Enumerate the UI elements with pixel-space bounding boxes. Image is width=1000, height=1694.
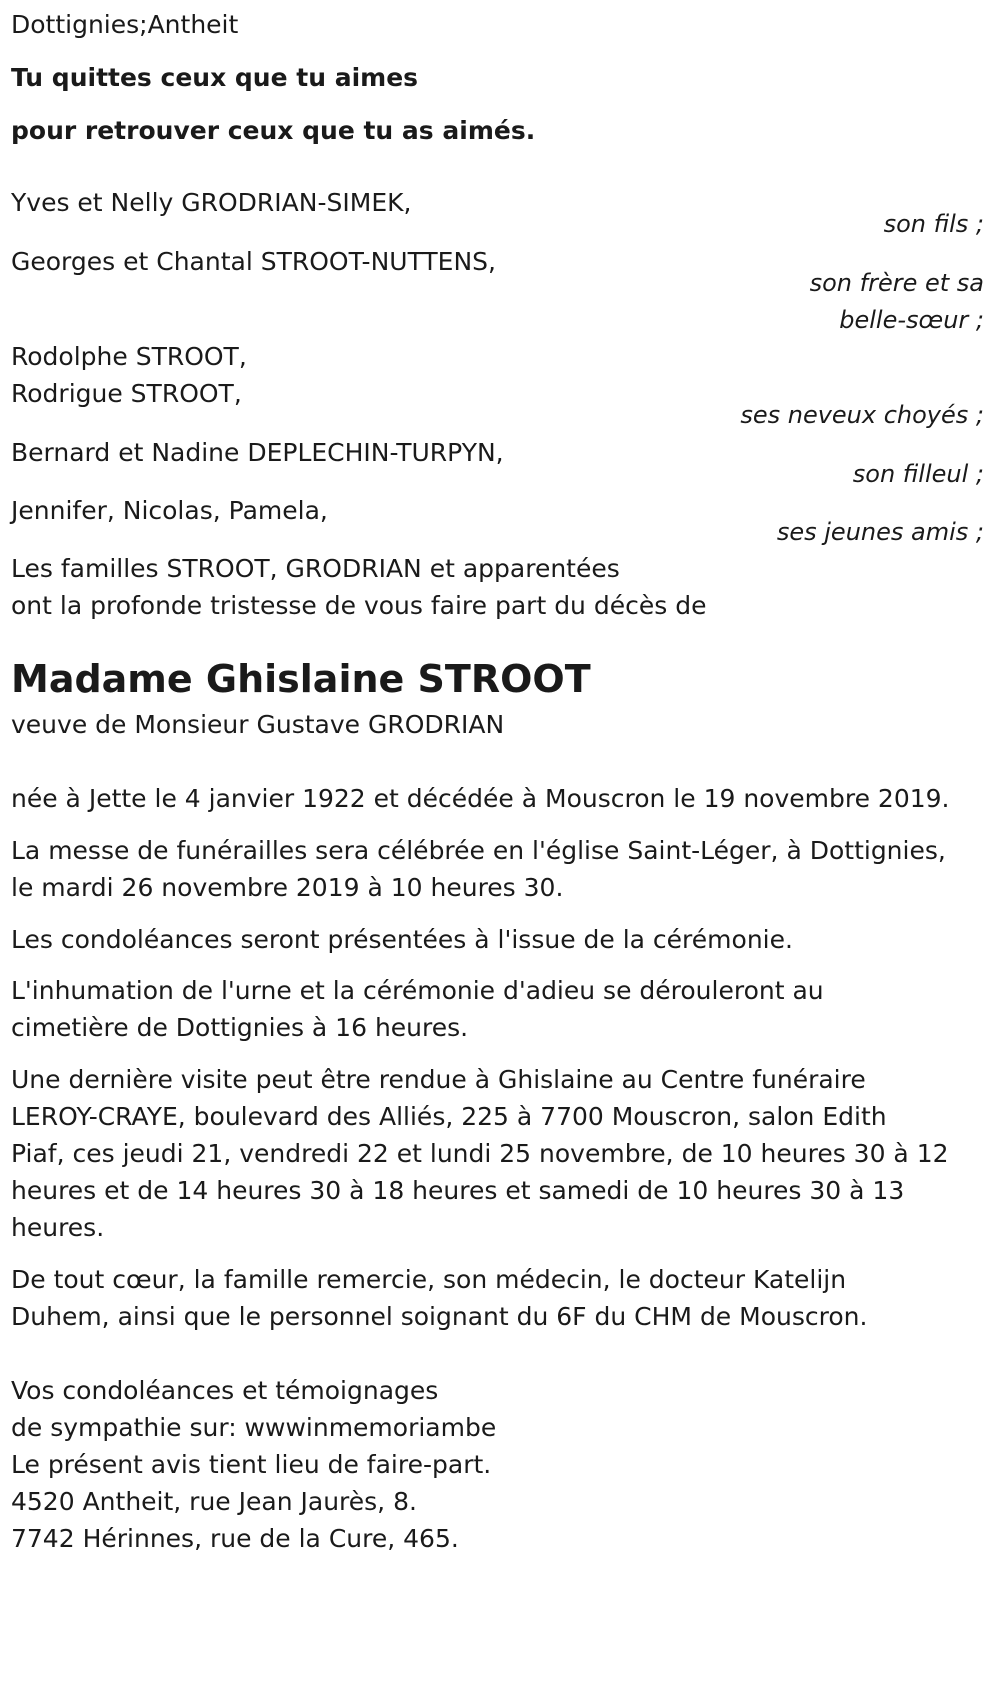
quote-line-2: pour retrouver ceux que tu as aimés. [11,116,536,145]
locations: Dottignies;Antheit [11,10,239,39]
family-names: Jennifer, Nicolas, Pamela, [11,496,328,525]
family-names: Yves et Nelly GRODRIAN-SIMEK, [11,188,412,217]
body-line: cimetière de Dottignies à 16 heures. [11,1013,469,1042]
family-relation: son frère et sa [809,269,984,297]
families-line-1: Les familles STROOT, GRODRIAN et apparentées [11,554,620,583]
body-line: née à Jette le 4 janvier 1922 et décédée à Mouscron le 19 novembre 2019. [11,784,950,813]
family-relation: ses neveux choyés ; [740,401,984,429]
footer-line: 7742 Hérinnes, rue de la Cure, 465. [11,1524,459,1553]
body-line: heures. [11,1213,105,1242]
body-line: De tout cœur, la famille remercie, son médecin, le docteur Katelijn [11,1265,847,1294]
family-names: Rodrigue STROOT, [11,379,242,408]
deceased-subtitle: veuve de Monsieur Gustave GRODRIAN [11,710,505,739]
family-relation: son fils ; [883,210,984,238]
family-names: Georges et Chantal STROOT-NUTTENS, [11,247,496,276]
body-line: L'inhumation de l'urne et la cérémonie d'adieu se dérouleront au [11,976,824,1005]
footer-line: 4520 Antheit, rue Jean Jaurès, 8. [11,1487,417,1516]
deceased-name: Madame Ghislaine STROOT [11,657,591,701]
body-line: LEROY-CRAYE, boulevard des Alliés, 225 à 7700 Mouscron, salon Edith [11,1102,887,1131]
footer-line: Le présent avis tient lieu de faire-part. [11,1450,492,1479]
family-names: Bernard et Nadine DEPLECHIN-TURPYN, [11,438,504,467]
footer-line: Vos condoléances et témoignages [11,1376,439,1405]
body-line: Les condoléances seront présentées à l'issue de la cérémonie. [11,925,793,954]
family-relation: belle-sœur ; [839,306,984,334]
quote-line-1: Tu quittes ceux que tu aimes [11,63,419,92]
body-line: Une dernière visite peut être rendue à Ghislaine au Centre funéraire [11,1065,866,1094]
families-line-2: ont la profonde tristesse de vous faire part du décès de [11,591,707,620]
body-line: Duhem, ainsi que le personnel soignant du 6F du CHM de Mouscron. [11,1302,868,1331]
body-line: Piaf, ces jeudi 21, vendredi 22 et lundi 25 novembre, de 10 heures 30 à 12 [11,1139,949,1168]
footer-line: de sympathie sur: wwwinmemoriambe [11,1413,497,1442]
family-relation: son filleul ; [852,460,984,488]
body-line: La messe de funérailles sera célébrée en l'église Saint-Léger, à Dottignies, [11,836,946,865]
body-line: le mardi 26 novembre 2019 à 10 heures 30. [11,873,564,902]
body-line: heures et de 14 heures 30 à 18 heures et samedi de 10 heures 30 à 13 [11,1176,905,1205]
family-relation: ses jeunes amis ; [776,518,984,546]
family-names: Rodolphe STROOT, [11,342,247,371]
